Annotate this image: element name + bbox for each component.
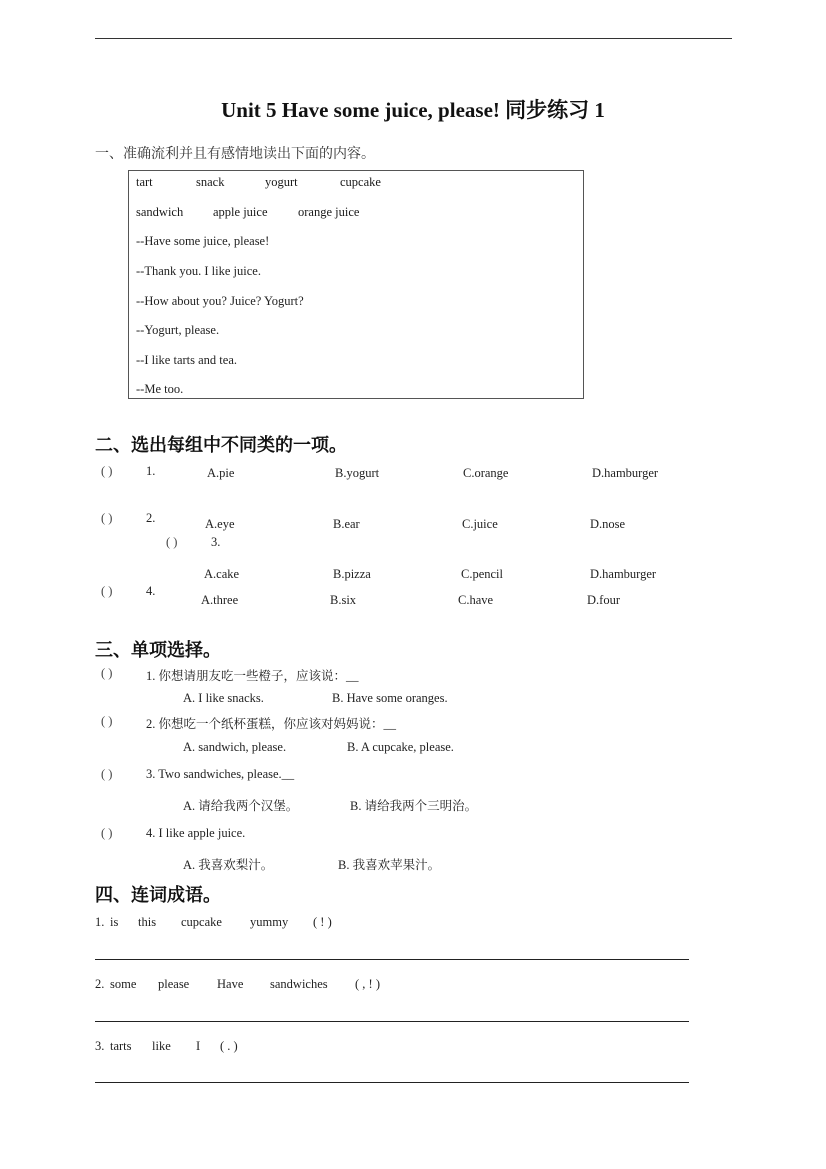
- dialogue-line: --Thank you. I like juice.: [136, 264, 261, 278]
- option: A.three: [201, 593, 239, 607]
- option: B.yogurt: [335, 466, 380, 480]
- option: B. 请给我两个三明治。: [350, 799, 478, 813]
- dialogue-line: --I like tarts and tea.: [136, 353, 237, 367]
- question-number: 1.: [146, 464, 156, 478]
- option: A.cake: [204, 567, 240, 581]
- option: A. 请给我两个汉堡。: [183, 799, 299, 813]
- dialogue-line: --Have some juice, please!: [136, 234, 270, 248]
- scrambled-word: sandwiches: [270, 977, 328, 991]
- section2-heading: 二、选出每组中不同类的一项。: [95, 435, 347, 456]
- answer-paren[interactable]: ( ): [101, 826, 113, 840]
- vocab-word: sandwich: [136, 205, 184, 219]
- option: A.eye: [205, 517, 235, 531]
- answer-line[interactable]: [95, 959, 689, 960]
- vocab-word: cupcake: [340, 175, 381, 189]
- answer-paren[interactable]: ( ): [166, 535, 178, 549]
- option: B.six: [330, 593, 357, 607]
- scrambled-word: this: [138, 915, 157, 929]
- option: A. I like snacks.: [183, 691, 264, 705]
- punctuation-hint: ( ! ): [313, 915, 332, 929]
- section3-heading: 三、单项选择。: [95, 640, 221, 661]
- option: A. sandwich, please.: [183, 740, 287, 754]
- option: D.hamburger: [590, 567, 657, 581]
- question-stem: 4. I like apple juice.: [146, 826, 246, 840]
- scrambled-word: tarts: [110, 1039, 132, 1053]
- option: B. 我喜欢苹果汁。: [338, 858, 441, 872]
- option: B. Have some oranges.: [332, 691, 448, 705]
- punctuation-hint: ( , ! ): [355, 977, 380, 991]
- item-number: 1.: [95, 915, 105, 929]
- question-stem: 3. Two sandwiches, please.__: [146, 767, 295, 781]
- question-stem: 1. 你想请朋友吃一些橙子，应该说：__: [146, 669, 359, 683]
- option: C.orange: [463, 466, 509, 480]
- header-rule: [95, 38, 732, 39]
- option: B. A cupcake, please.: [347, 740, 454, 754]
- scrambled-word: some: [110, 977, 137, 991]
- section1-heading: 一、准确流利并且有感情地读出下面的内容。: [95, 147, 375, 162]
- scrambled-word: I: [196, 1039, 201, 1053]
- answer-line[interactable]: [95, 1021, 689, 1022]
- vocab-word: apple juice: [213, 205, 268, 219]
- item-number: 2.: [95, 977, 105, 991]
- answer-paren[interactable]: ( ): [101, 666, 113, 680]
- scrambled-word: yummy: [250, 915, 289, 929]
- dialogue-line: --Yogurt, please.: [136, 323, 220, 337]
- option: C.pencil: [461, 567, 504, 581]
- option: A.pie: [207, 466, 235, 480]
- question-number: 4.: [146, 584, 156, 598]
- vocab-word: tart: [136, 175, 153, 189]
- answer-paren[interactable]: ( ): [101, 464, 113, 478]
- vocab-word: snack: [196, 175, 225, 189]
- option: A. 我喜欢梨汁。: [183, 858, 274, 872]
- item-number: 3.: [95, 1039, 105, 1053]
- scrambled-word: please: [158, 977, 190, 991]
- scrambled-word: is: [110, 915, 119, 929]
- scrambled-word: cupcake: [181, 915, 222, 929]
- answer-paren[interactable]: ( ): [101, 767, 113, 781]
- dialogue-line: --Me too.: [136, 382, 184, 396]
- option: D.nose: [590, 517, 626, 531]
- option: C.juice: [462, 517, 498, 531]
- dialogue-line: --How about you? Juice? Yogurt?: [136, 294, 304, 308]
- answer-paren[interactable]: ( ): [101, 584, 113, 598]
- question-number: 3.: [211, 535, 221, 549]
- option: B.ear: [333, 517, 360, 531]
- reading-box: [128, 170, 584, 399]
- option: C.have: [458, 593, 494, 607]
- option: B.pizza: [333, 567, 371, 581]
- question-stem: 2. 你想吃一个纸杯蛋糕，你应该对妈妈说：__: [146, 717, 397, 731]
- vocab-word: yogurt: [265, 175, 298, 189]
- page-title: Unit 5 Have some juice, please! 同步练习 1: [221, 98, 605, 122]
- section4-heading: 四、连词成语。: [95, 885, 221, 906]
- punctuation-hint: ( . ): [220, 1039, 238, 1053]
- vocab-word: orange juice: [298, 205, 360, 219]
- option: D.four: [587, 593, 620, 607]
- option: D.hamburger: [592, 466, 659, 480]
- question-number: 2.: [146, 511, 156, 525]
- answer-line[interactable]: [95, 1082, 689, 1083]
- answer-paren[interactable]: ( ): [101, 511, 113, 525]
- answer-paren[interactable]: ( ): [101, 714, 113, 728]
- scrambled-word: like: [152, 1039, 171, 1053]
- scrambled-word: Have: [217, 977, 244, 991]
